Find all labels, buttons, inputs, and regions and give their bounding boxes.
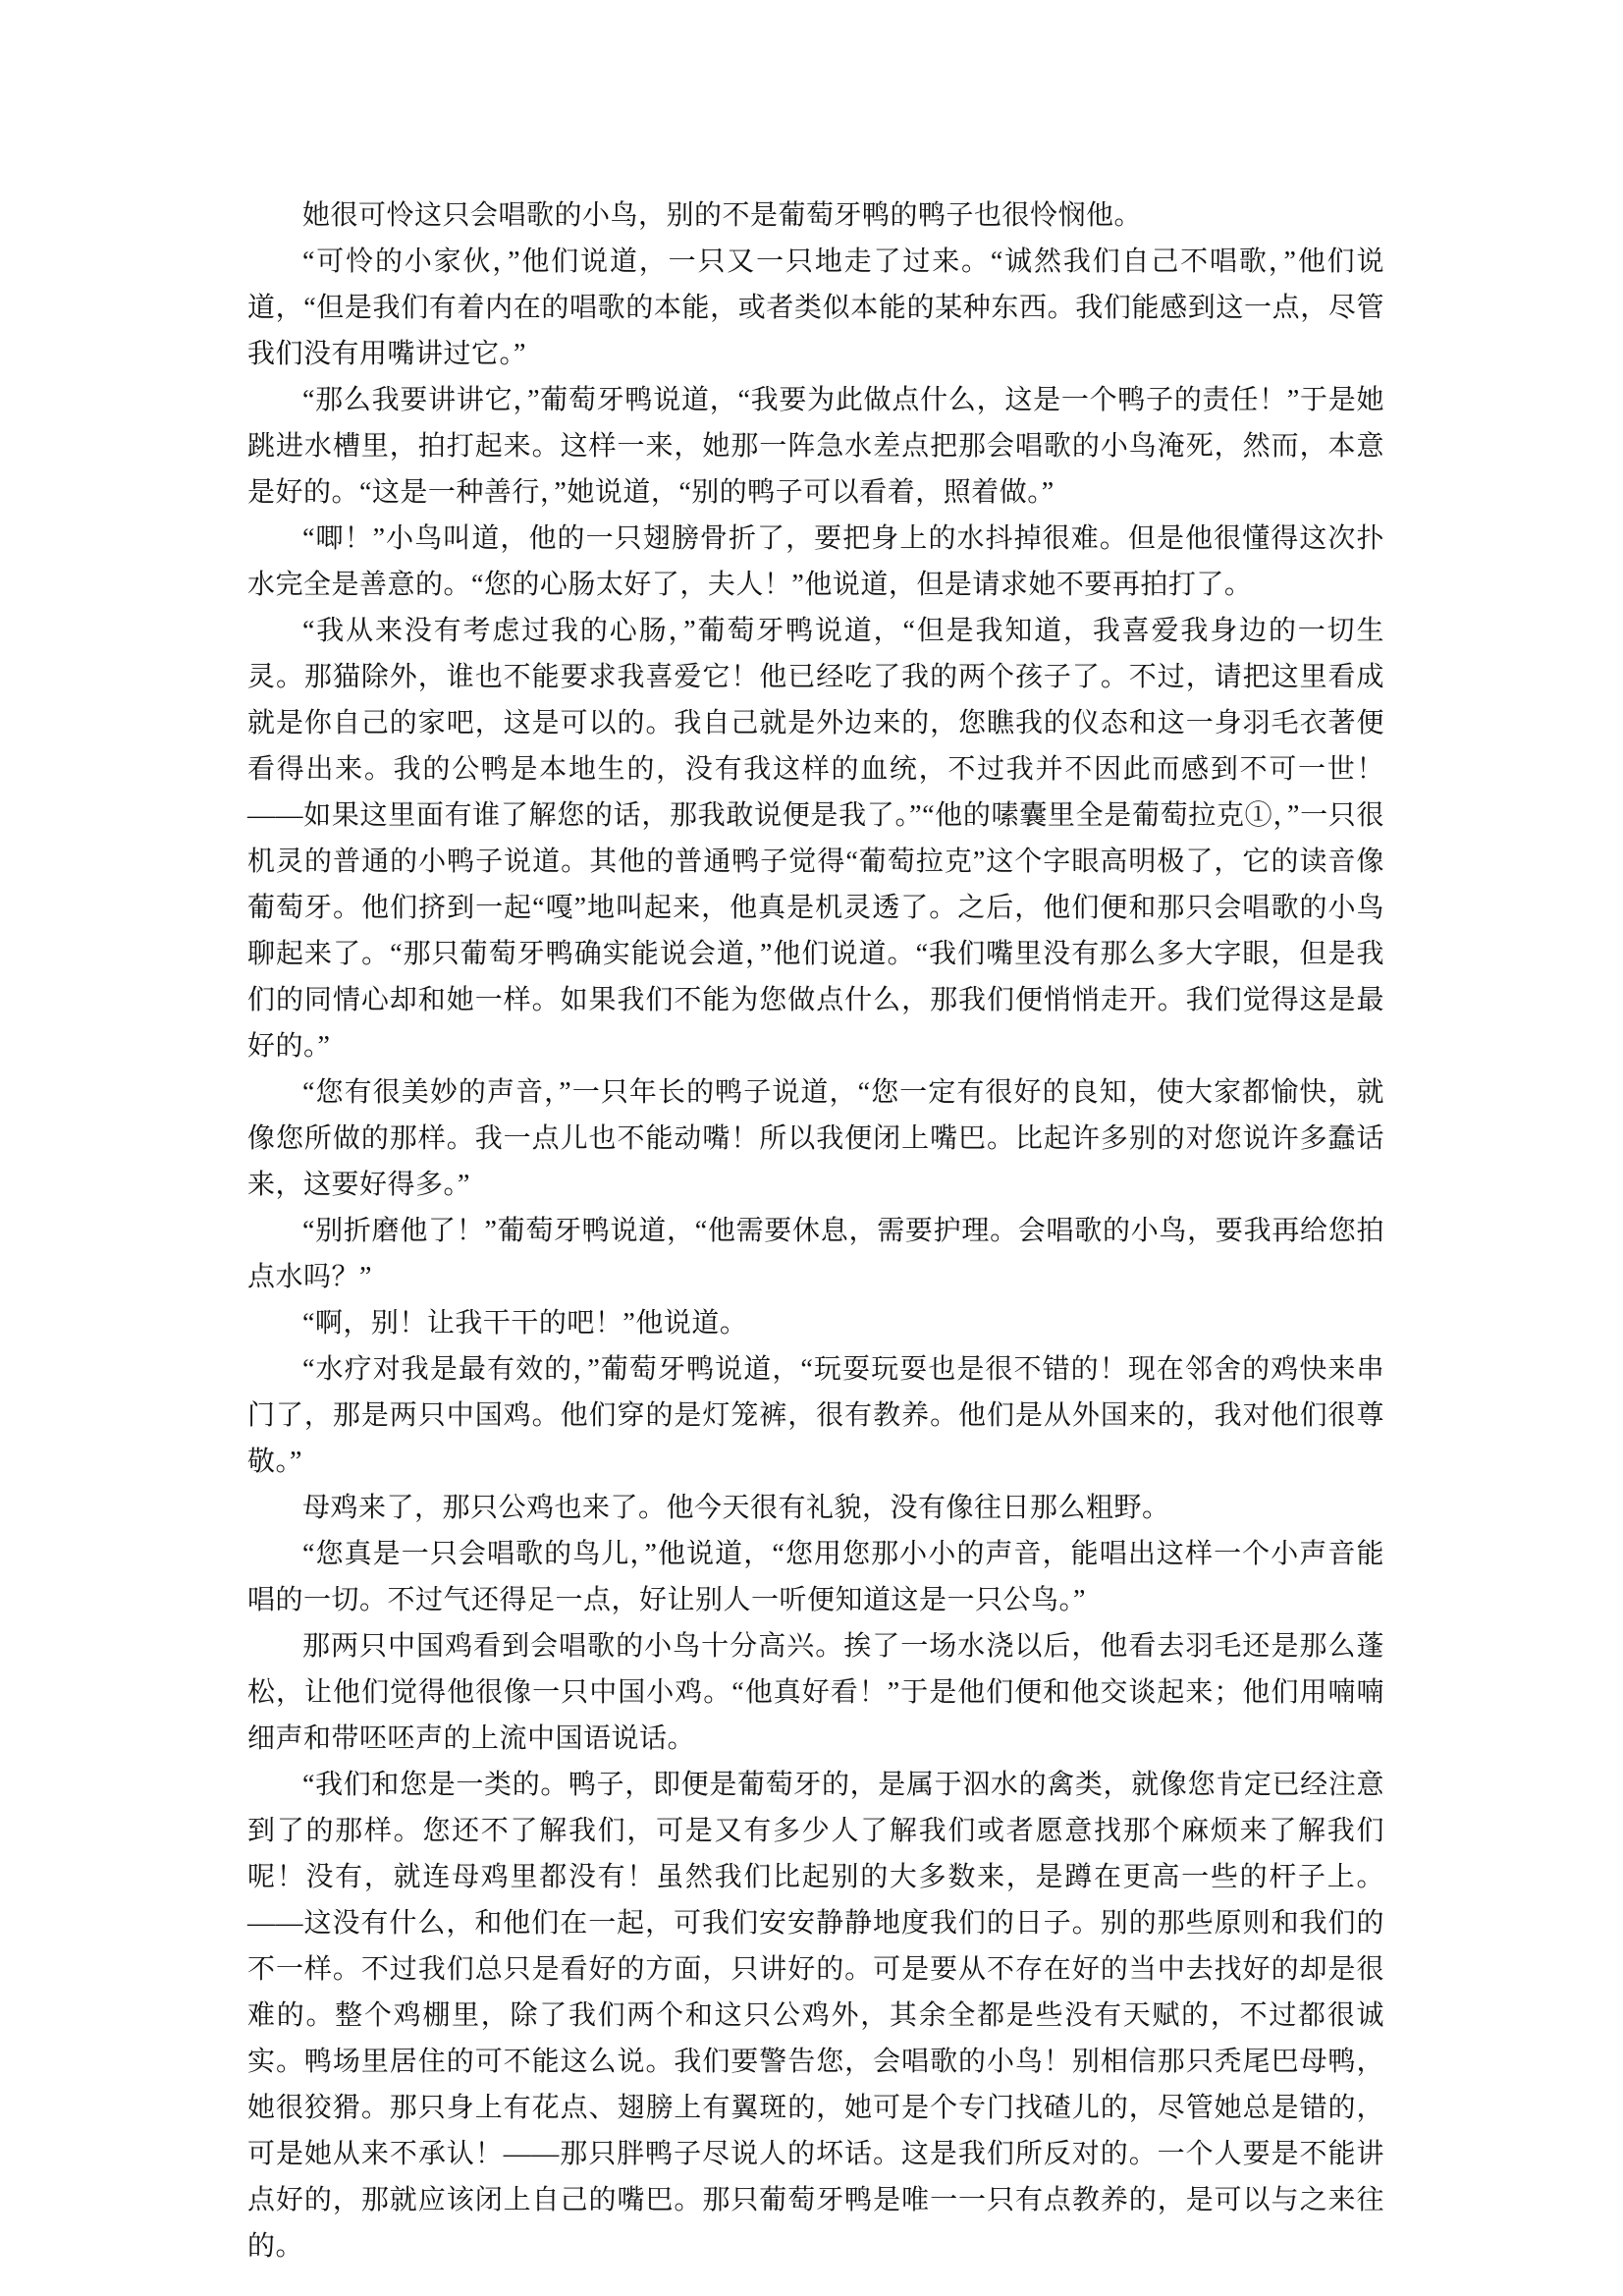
paragraph: 那两只中国鸡看到会唱歌的小鸟十分高兴。挨了一场水浇以后，他看去羽毛还是那么蓬松，让他们觉得他很像一只中国小鸡。“他真好看！”于是他们便和他交谈起来；他们用喃喃细声和带呸呸声的上流中国语说话。 xyxy=(247,1631,1384,1754)
paragraph: “水疗对我是最有效的，”葡萄牙鸭说道，“玩耍玩耍也是很不错的！现在邻舍的鸡快来串门了，那是两只中国鸡。他们穿的是灯笼裤，很有教养。他们是从外国来的，我对他们很尊敬。” xyxy=(247,1354,1384,1477)
paragraph: “唧！”小鸟叫道，他的一只翅膀骨折了，要把身上的水抖掉很难。但是他很懂得这次扑水完全是善意的。“您的心肠太好了，夫人！”他说道，但是请求她不要再拍打了。 xyxy=(247,523,1384,600)
paragraph: 她很可怜这只会唱歌的小鸟，别的不是葡萄牙鸭的鸭子也很怜悯他。 xyxy=(302,200,1143,231)
paragraph: “别折磨他了！”葡萄牙鸭说道，“他需要休息，需要护理。会唱歌的小鸟，要我再给您拍点水吗？” xyxy=(247,1216,1384,1292)
story-text xyxy=(247,192,1384,2269)
paragraph: “我们和您是一类的。鸭子，即便是葡萄牙的，是属于泅水的禽类，就像您肯定已经注意到了的那样。您还不了解我们，可是又有多少人了解我们或者愿意找那个麻烦来了解我们呢！没有，就连母鸡里都没有！虽然我们比起别的大多数来，是蹲在更高一些的杆子上。——这没有什么，和他们在一起，可我们安安静静地度我们的日子。别的那些原则和我们的不一样。不过我们总只是看好的方面，只讲好的。可是要从不存在好的当中去找好的却是很难的。整个鸡棚里，除了我们两个和这只公鸡外，其余全都是些没有天赋的，不过都很诚实。鸭场里居住的可不能这么说。我们要警告您，会唱歌的小鸟！别相信那只秃尾巴母鸭，她很狡猾。那只身上有花点、翅膀上有翼斑的，她可是个专门找碴儿的，尽管她总是错的，可是她从来不承认！——那只胖鸭子尽说人的坏话。这是我们所反对的。一个人要是不能讲点好的，那就应该闭上自己的嘴巴。那只葡萄牙鸭是唯一一只有点教养的，是可以与之来往的。 xyxy=(247,1770,1384,2262)
paragraph: 母鸡来了，那只公鸡也来了。他今天很有礼貌，没有像往日那么粗野。 xyxy=(302,1493,1170,1523)
paragraph: “我从来没有考虑过我的心肠，”葡萄牙鸭说道，“但是我知道，我喜爱我身边的一切生灵。那猫除外，谁也不能要求我喜爱它！他已经吃了我的两个孩子了。不过，请把这里看成就是你自己的家吧，这是可以的。我自己就是外边来的，您瞧我的仪态和这一身羽毛衣著便看得出来。我的公鸭是本地生的，没有我这样的血统，不过我并不因此而感到不可一世！——如果这里面有谁了解您的话，那我敢说便是我了。”“他的嗉囊里全是葡萄拉克①，”一只很机灵的普通的小鸭子说道。其他的普通鸭子觉得“葡萄拉克”这个字眼高明极了，它的读音像葡萄牙。他们挤到一起“嘎”地叫起来，他真是机灵透了。之后，他们便和那只会唱歌的小鸟聊起来了。“那只葡萄牙鸭确实能说会道，”他们说道。“我们嘴里没有那么多大字眼，但是我们的同情心却和她一样。如果我们不能为您做点什么，那我们便悄悄走开。我们觉得这是最好的。” xyxy=(247,616,1384,1062)
paragraph: “可怜的小家伙，”他们说道，一只又一只地走了过来。“诚然我们自己不唱歌，”他们说道，“但是我们有着内在的唱歌的本能，或者类似本能的某种东西。我们能感到这一点，尽管我们没有用嘴讲过它。” xyxy=(247,246,1384,369)
paragraph: “您真是一只会唱歌的鸟儿，”他说道，“您用您那小小的声音，能唱出这样一个小声音能唱的一切。不过气还得足一点，好让别人一听便知道这是一只公鸟。” xyxy=(247,1539,1384,1615)
paragraph: “您有很美妙的声音，”一只年长的鸭子说道，“您一定有很好的良知，使大家都愉快，就像您所做的那样。我一点儿也不能动嘴！所以我便闭上嘴巴。比起许多别的对您说许多蠢话来，这要好得多。” xyxy=(247,1077,1384,1200)
paragraph: “那么我要讲讲它，”葡萄牙鸭说道，“我要为此做点什么，这是一个鸭子的责任！”于是她跳进水槽里，拍打起来。这样一来，她那一阵急水差点把那会唱歌的小鸟淹死，然而，本意是好的。“这是一种善行，”她说道，“别的鸭子可以看着，照着做。” xyxy=(247,385,1384,508)
paragraph: “啊，别！让我干干的吧！”他说道。 xyxy=(302,1308,748,1339)
